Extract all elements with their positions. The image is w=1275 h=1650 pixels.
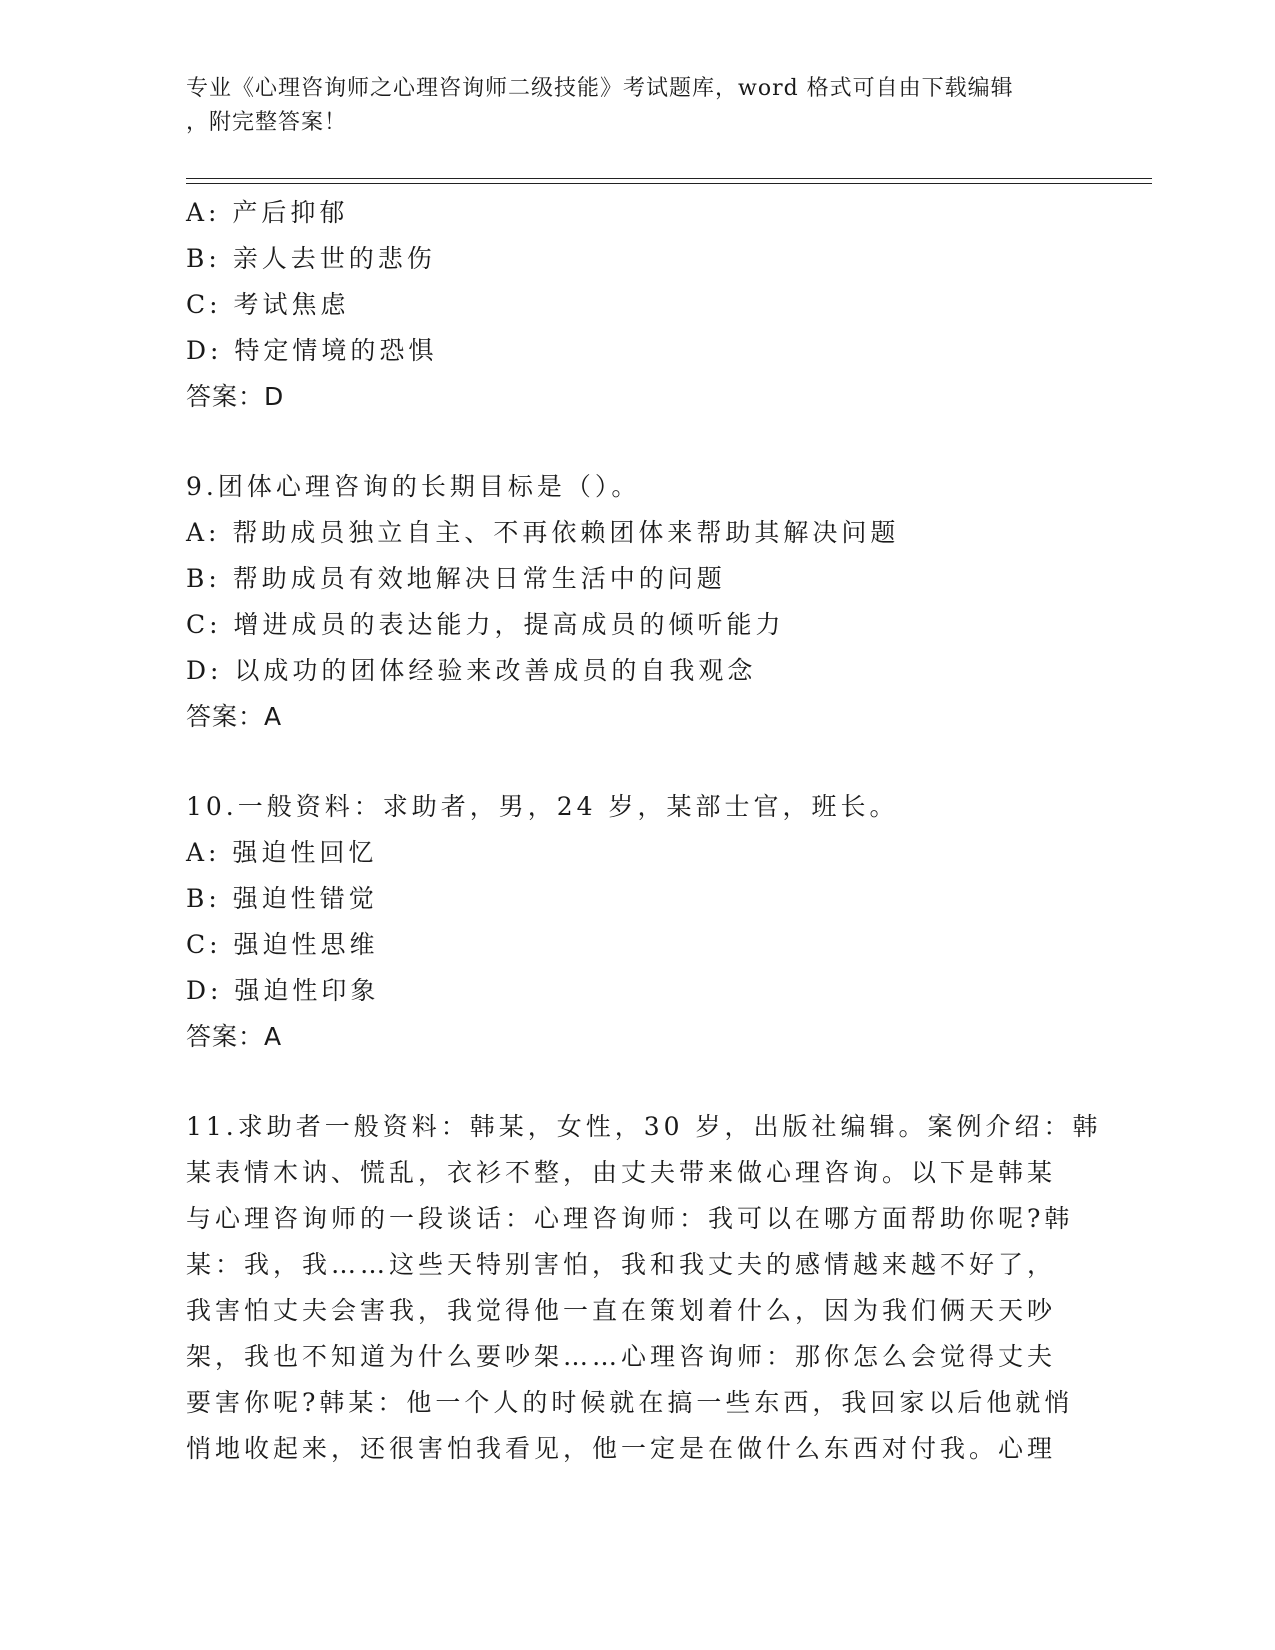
q11-line: 11.求助者一般资料：韩某，女性，30 岁，出版社编辑。案例介绍：韩	[186, 1112, 1102, 1141]
question-11-block	[186, 1104, 1102, 1472]
header-line-2: ，附完整答案！	[186, 110, 348, 135]
q9-question: 9.团体心理咨询的长期目标是（）。	[186, 472, 641, 501]
header-rule-bottom	[186, 183, 1152, 184]
spacer	[186, 740, 1086, 784]
spacer	[186, 1060, 1086, 1104]
q11-line: 我害怕丈夫会害我，我觉得他一直在策划着什么，因为我们俩天天吵	[186, 1296, 1057, 1325]
q10-option-d: D: 强迫性印象	[186, 976, 380, 1005]
q9-option-c: C: 增进成员的表达能力，提高成员的倾听能力	[186, 610, 785, 639]
q8-option-c: C: 考试焦虑	[186, 290, 350, 319]
q10-option-b: B: 强迫性错觉	[186, 884, 378, 913]
question-9-block	[186, 464, 1086, 740]
q8-option-d: D: 特定情境的恐惧	[186, 336, 438, 365]
q11-line: 与心理咨询师的一段谈话：心理咨询师：我可以在哪方面帮助你呢?韩	[186, 1204, 1074, 1233]
q9-option-d: D: 以成功的团体经验来改善成员的自我观念	[186, 656, 757, 685]
question-10-block	[186, 784, 1086, 1060]
header-rule-top	[186, 178, 1152, 179]
q10-answer: 答案：A	[186, 1022, 283, 1051]
spacer	[186, 420, 1086, 464]
q11-line: 要害你呢?韩某：他一个人的时候就在搞一些东西，我回家以后他就悄	[186, 1388, 1074, 1417]
q10-question: 10.一般资料：求助者，男，24 岁，某部士官，班长。	[186, 792, 899, 821]
question-8-block	[186, 190, 1086, 420]
q11-line: 悄地收起来，还很害怕我看见，他一定是在做什么东西对付我。心理	[186, 1434, 1057, 1463]
document-body	[186, 190, 1102, 1472]
q10-option-c: C: 强迫性思维	[186, 930, 379, 959]
q11-line: 某：我，我……这些天特别害怕，我和我丈夫的感情越来越不好了，	[186, 1250, 1057, 1279]
q9-option-a: A: 帮助成员独立自主、不再依赖团体来帮助其解决问题	[186, 518, 900, 547]
q8-answer: 答案：D	[186, 382, 285, 411]
q8-option-b: B: 亲人去世的悲伤	[186, 244, 436, 273]
q10-option-a: A: 强迫性回忆	[186, 838, 378, 867]
q9-option-b: B: 帮助成员有效地解决日常生活中的问题	[186, 564, 726, 593]
q11-line: 架，我也不知道为什么要吵架……心理咨询师：那你怎么会觉得丈夫	[186, 1342, 1057, 1371]
q8-option-a: A: 产后抑郁	[186, 198, 349, 227]
q9-answer: 答案：A	[186, 702, 283, 731]
document-header	[186, 72, 1066, 140]
header-line-1: 专业《心理咨询师之心理咨询师二级技能》考试题库，word 格式可自由下载编辑	[186, 76, 1014, 101]
q11-line: 某表情木讷、慌乱，衣衫不整，由丈夫带来做心理咨询。以下是韩某	[186, 1158, 1057, 1187]
